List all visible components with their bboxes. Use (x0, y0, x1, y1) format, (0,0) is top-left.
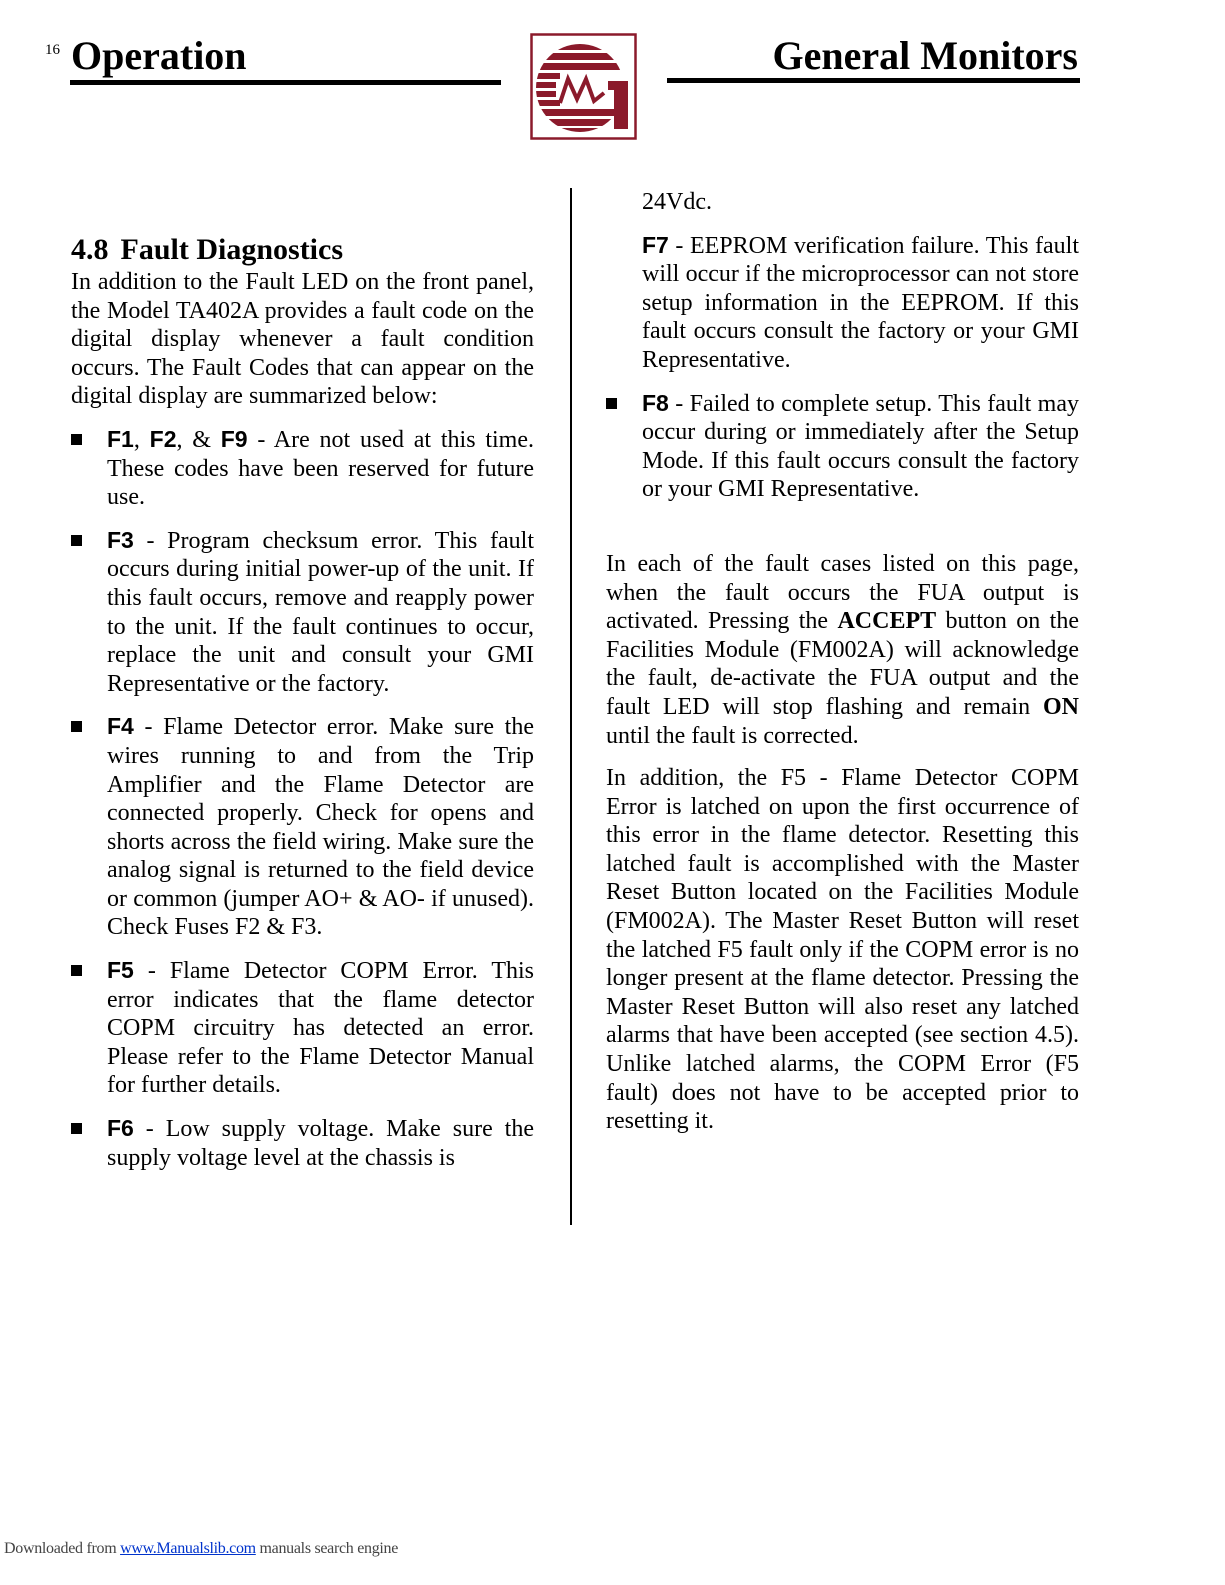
header-right-title: General Monitors (772, 33, 1078, 78)
fault-code: F5 (107, 957, 134, 984)
section-intro: In addition to the Fault LED on the front panel, the Model TA402A provides a fault code on the digital display whenever a fault condition occurs. The Fault Codes that can appear on the digital display are summarized below: (71, 269, 534, 410)
fault-description: - Failed to complete setup. This fault may occur during or immediately after the Setup Mode. If this fault occurs consult the factory or your GMI Representative. (642, 390, 1079, 503)
fua-paragraph (606, 550, 1079, 750)
fault-item-f6 (71, 1114, 534, 1172)
fault-item-f1-f2-f9 (71, 425, 534, 512)
bullet-square-icon (606, 398, 617, 409)
copm-paragraph: In addition, the F5 - Flame Detector COPM Error is latched on upon the first occurrence of this error in the flame detector. Resetting this latched fault is accomplished with the Master Reset Button located on the Facilities Module (FM002A). The Master Reset Button will reset the latched F5 fault only if the COPM error is no longer present at the flame detector. Pressing the Master Reset Button will also reset any latched alarms that have been accepted (see section 4.5). Unlike latched alarms, the COPM Error (F5 fault) does not have to be accepted prior to resetting it. (606, 765, 1079, 1135)
fault-item-f5 (71, 956, 534, 1100)
accept-term: ACCEPT (837, 608, 937, 635)
fault-item-f7 (606, 231, 1079, 375)
fault-code: F2 (149, 425, 177, 452)
fault-item-f4 (71, 712, 534, 942)
page-number: 16 (45, 42, 60, 58)
fault-code-sep: , (133, 426, 150, 453)
fault-description: - EEPROM verification failure. This fault will occur if the microprocessor can not store setup information in the EEPROM. If this fault occurs consult the factory or your GMI Representative. (642, 232, 1079, 373)
fault-code: F1 (107, 425, 134, 452)
manualslib-link[interactable]: www.Manualslib.com (120, 1540, 256, 1557)
bullet-square-icon (71, 1123, 82, 1134)
bullet-square-icon (71, 721, 82, 732)
fault-f6-continuation: 24Vdc. (642, 189, 712, 215)
fault-description: - Program checksum error. This fault occurs during initial power-up of the unit. If this fault occurs, remove and reapply power to the unit. If the fault continues to occur, replace the unit and consult your GMI Representative or the factory. (107, 527, 534, 697)
header-left-title: Operation (71, 33, 247, 78)
fault-code-sep: , & (176, 426, 221, 453)
header-rule-left (70, 80, 501, 85)
fault-code: F4 (107, 713, 134, 740)
paragraph-text: until the fault is corrected. (606, 722, 859, 749)
bullet-square-icon (71, 535, 82, 546)
fault-code: F7 (642, 231, 669, 258)
footer-prefix: Downloaded from (4, 1540, 121, 1557)
fault-code: F3 (107, 526, 134, 553)
fault-description: - Flame Detector error. Make sure the wires running to and from the Trip Amplifier and the Flame Detector are connected properly. Check for opens and shorts across the field wiring. Make sure the analog signal is returned to the field device or common (jumper AO+ & AO- if unused). Check Fuses F2 & F3. (107, 714, 534, 941)
right-column (606, 188, 1079, 1150)
on-term: ON (1043, 693, 1079, 720)
fault-code: F9 (220, 425, 248, 452)
paragraph-text: button on the Facilities Module (FM002A) will acknowledge the fault, de-activate the FUA output and the fault LED will stop flashing and remain (606, 608, 1079, 720)
paragraph-text: In each of the fault cases listed on this page, when the fault occurs the FUA output is activated. Pressing the (606, 550, 1079, 635)
fault-description: - Are not used at this time. These codes have been reserved for future use. (107, 426, 534, 511)
fault-description: - Low supply voltage. Make sure the supply voltage level at the chassis is (107, 1116, 534, 1171)
section-number: 4.8 (71, 233, 109, 266)
header-rule-right (667, 78, 1080, 83)
fault-code: F6 (107, 1115, 134, 1142)
fault-description: - Flame Detector COPM Error. This error indicates that the flame detector COPM circuitry has detected an error. Please refer to the Flame Detector Manual for further details. (107, 958, 534, 1099)
download-footer (4, 1540, 398, 1558)
section-title: Fault Diagnostics (120, 233, 344, 266)
fault-item-f3 (71, 526, 534, 699)
section-heading (71, 232, 534, 268)
fault-item-f8 (606, 389, 1079, 504)
gm-logo-icon (530, 33, 637, 140)
footer-suffix: manuals search engine (255, 1540, 399, 1557)
left-column (71, 232, 534, 1186)
bullet-square-icon (71, 434, 82, 445)
fault-code: F8 (642, 389, 669, 416)
column-divider (570, 188, 572, 1225)
bullet-square-icon (71, 965, 82, 976)
